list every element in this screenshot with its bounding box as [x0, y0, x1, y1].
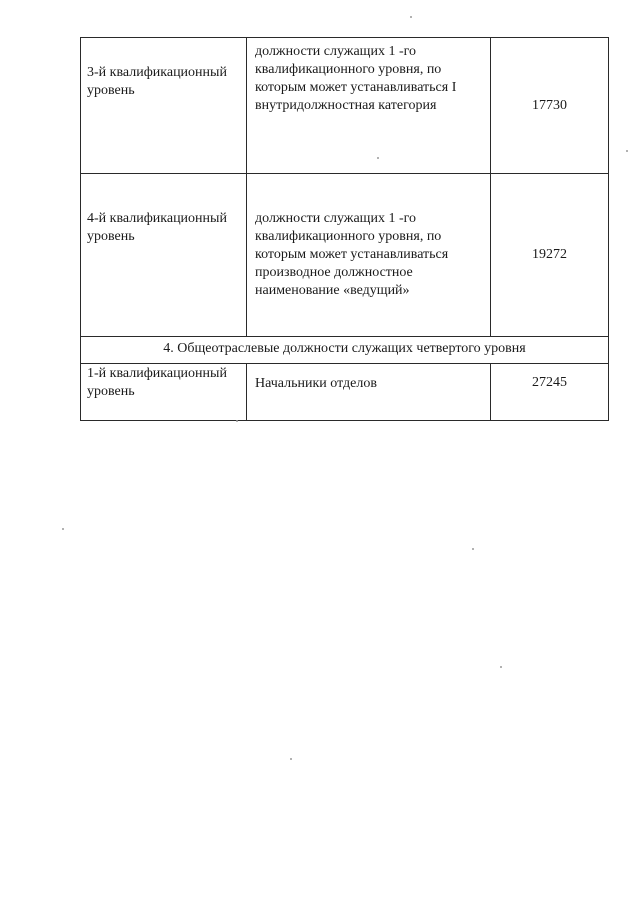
- table-row: [81, 174, 609, 337]
- scan-speck: [410, 16, 412, 18]
- scan-speck: [500, 666, 502, 668]
- table-row: [81, 364, 609, 421]
- position-description-cell: должности служащих 1 -го квалификационного уровня, по которым может устанавливаться I внутридолжностная категория: [247, 38, 491, 174]
- salary-amount-cell: 17730: [491, 38, 609, 174]
- section-heading: 4. Общеотраслевые должности служащих четвертого уровня: [81, 337, 609, 364]
- qualification-level-cell: 3-й квалификационный уровень: [81, 38, 247, 174]
- scan-speck: [290, 758, 292, 760]
- qualification-level-cell: 1-й квалификационный уровень: [81, 364, 247, 421]
- section-heading-row: [81, 337, 609, 364]
- salary-table: [80, 37, 609, 421]
- scan-speck: [472, 548, 474, 550]
- qualification-level-cell: 4-й квалификационный уровень: [81, 174, 247, 337]
- position-description-cell: Начальники отделов: [247, 364, 491, 421]
- scan-speck: [62, 528, 64, 530]
- position-description-cell: должности служащих 1 -го квалификационного уровня, по которым может устанавливаться производное должностное наименование «ведущий»: [247, 174, 491, 337]
- scan-speck: [377, 157, 379, 159]
- scan-speck: [236, 420, 238, 422]
- salary-amount-cell: 19272: [491, 174, 609, 337]
- table-row: [81, 38, 609, 174]
- scan-speck: [626, 150, 628, 152]
- salary-amount-cell: 27245: [491, 364, 609, 421]
